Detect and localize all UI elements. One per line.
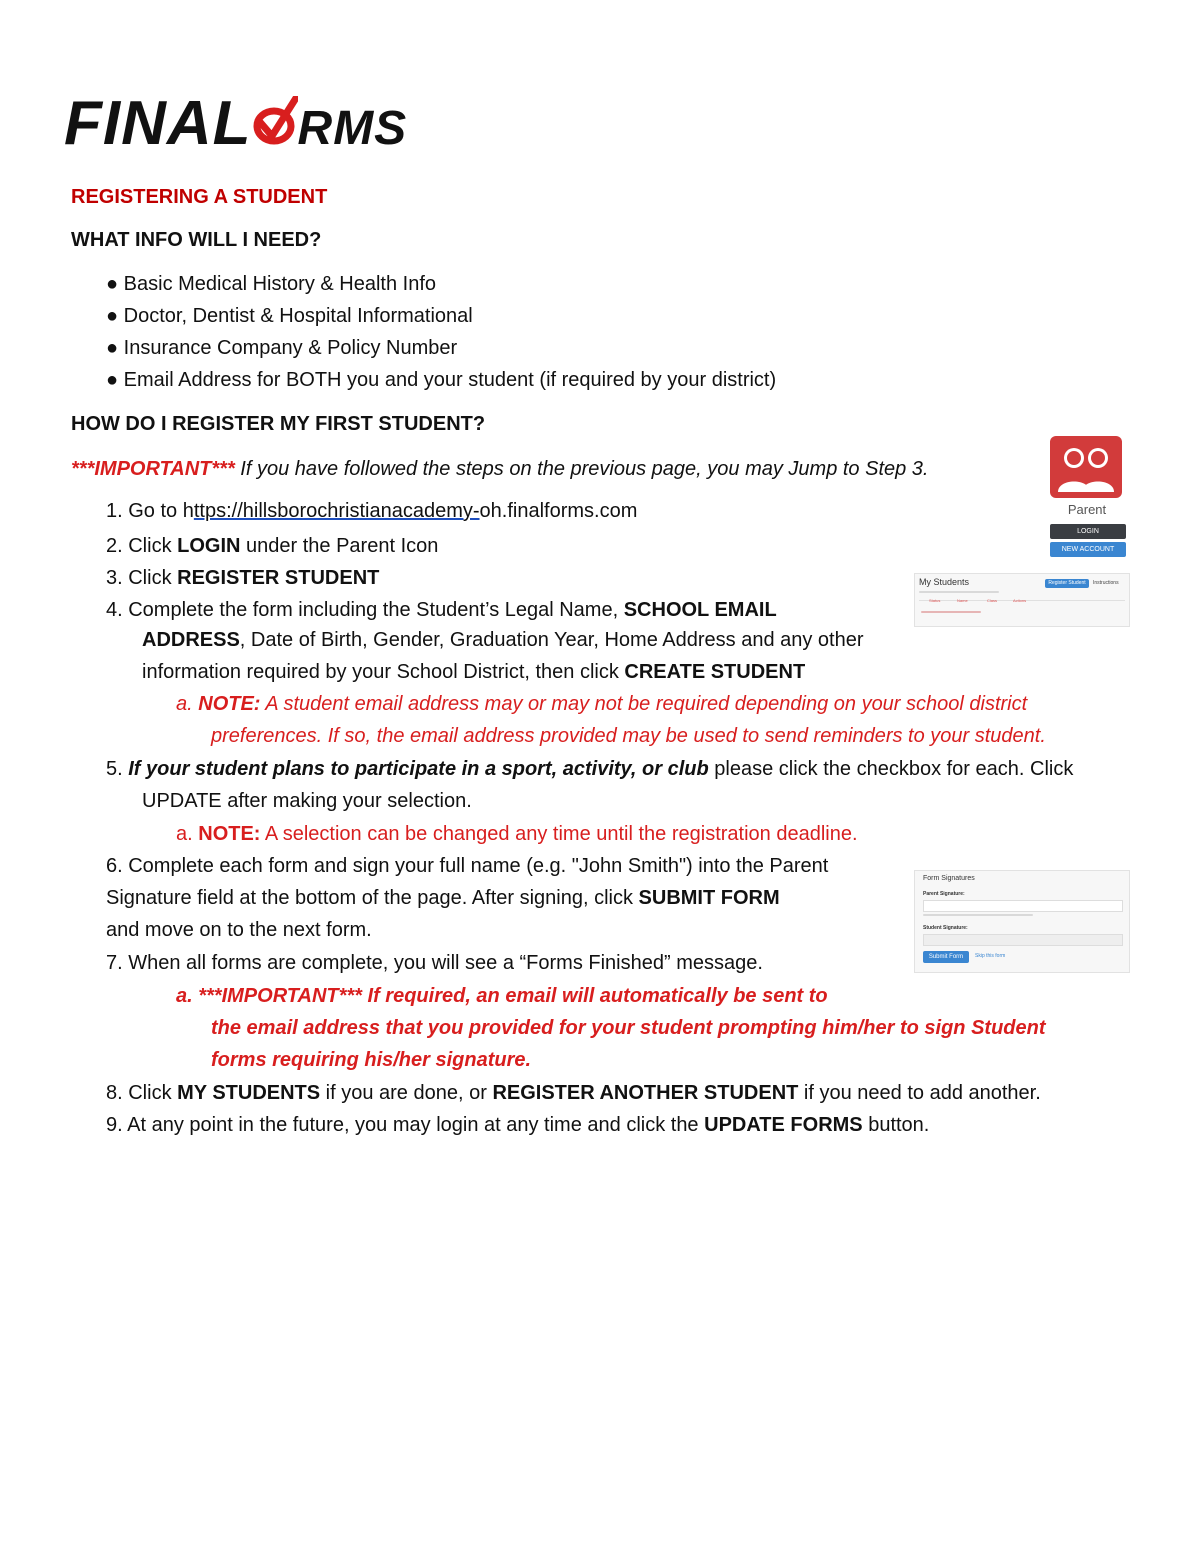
parent-widget [1046, 436, 1128, 560]
step-5-line-2: UPDATE after making your selection. [142, 790, 472, 812]
parent-signature-label: Parent Signature: [923, 891, 965, 897]
form-signatures-title: Form Signatures [923, 875, 975, 882]
step-5-note: a. NOTE: A selection can be changed any time until the registration deadline. [176, 823, 858, 845]
login-button[interactable]: LOGIN [1050, 524, 1126, 539]
form-signatures-thumbnail [914, 870, 1130, 973]
step-6-line-3: and move on to the next form. [106, 919, 372, 941]
step-5-line-1: 5. If your student plans to participate in a sport, activity, or club please click the checkbox for each. Click [106, 758, 1074, 780]
step-4-note-line-2: preferences. If so, the email address provided may be used to send reminders to your student. [211, 725, 1046, 747]
step-9: 9. At any point in the future, you may login at any time and click the UPDATE FORMS button. [106, 1114, 930, 1136]
column-header: Class [987, 598, 998, 603]
info-section-title: WHAT INFO WILL I NEED? [71, 229, 322, 251]
logo-text-suffix: RMS [297, 102, 408, 155]
important-note: ***IMPORTANT*** If you have followed the steps on the previous page, you may Jump to Step 3. [71, 458, 929, 480]
step-4-note: a. NOTE: A student email address may or may not be required depending on your school district [176, 693, 1028, 715]
step-7-note-line-2: the email address that you provided for your student prompting him/her to sign Student [211, 1017, 1046, 1039]
my-students-title: My Students [919, 577, 970, 587]
logo-text-prefix: FINAL [64, 89, 252, 158]
list-item: ● Basic Medical History & Health Info [106, 273, 436, 295]
step-4-line-1: 4. Complete the form including the Student’s Legal Name, SCHOOL EMAIL [106, 599, 777, 621]
finalforms-logo [64, 89, 408, 172]
step-4-line-3: information required by your School District, then click CREATE STUDENT [142, 661, 806, 683]
step-2: 2. Click LOGIN under the Parent Icon [106, 535, 439, 557]
step-6-line-1: 6. Complete each form and sign your full name (e.g. "John Smith") into the Parent [106, 855, 829, 877]
list-item: ● Email Address for BOTH you and your student (if required by your district) [106, 369, 777, 391]
step-7-line-1: 7. When all forms are complete, you will see a “Forms Finished” message. [106, 952, 763, 974]
page-title: REGISTERING A STUDENT [71, 186, 328, 208]
instructions-link[interactable]: Instructions [1093, 580, 1119, 586]
step-7-note-line-1: a. ***IMPORTANT*** If required, an email will automatically be sent to [176, 985, 828, 1007]
parent-signature-input[interactable] [923, 900, 1123, 912]
my-students-thumbnail [914, 573, 1130, 627]
parent-label: Parent [1067, 502, 1107, 517]
step-6-line-2: Signature field at the bottom of the page. After signing, click SUBMIT FORM [106, 887, 780, 909]
list-item: ● Insurance Company & Policy Number [106, 337, 458, 359]
new-account-button[interactable]: NEW ACCOUNT [1050, 542, 1126, 557]
column-header: Actions [1013, 598, 1027, 603]
register-section-title: HOW DO I REGISTER MY FIRST STUDENT? [71, 413, 486, 435]
logo-checkmark-icon [252, 96, 298, 144]
step-8: 8. Click MY STUDENTS if you are done, or REGISTER ANOTHER STUDENT if you need to add another. [106, 1082, 1041, 1104]
student-signature-input[interactable] [923, 934, 1123, 946]
step-4-line-2: ADDRESS, Date of Birth, Gender, Graduation Year, Home Address and any other [142, 629, 864, 651]
list-item: ● Doctor, Dentist & Hospital Informational [106, 305, 473, 327]
register-student-button[interactable]: Register Student [1045, 579, 1089, 588]
step-3: 3. Click REGISTER STUDENT [106, 567, 380, 589]
skip-form-link[interactable]: Skip this form [975, 953, 1006, 959]
parent-icon [1050, 436, 1122, 498]
column-header: Name [957, 598, 968, 603]
step-1: 1. Go to https://hillsborochristianacademy-oh.finalforms.com [106, 500, 638, 522]
student-signature-label: Student Signature: [923, 925, 968, 931]
finalforms-url-link[interactable]: ttps://hillsborochristianacademy- [193, 500, 480, 522]
column-header: Status [929, 598, 941, 603]
submit-form-button[interactable]: Submit Form [923, 951, 969, 963]
step-7-note-line-3: forms requiring his/her signature. [211, 1049, 532, 1071]
